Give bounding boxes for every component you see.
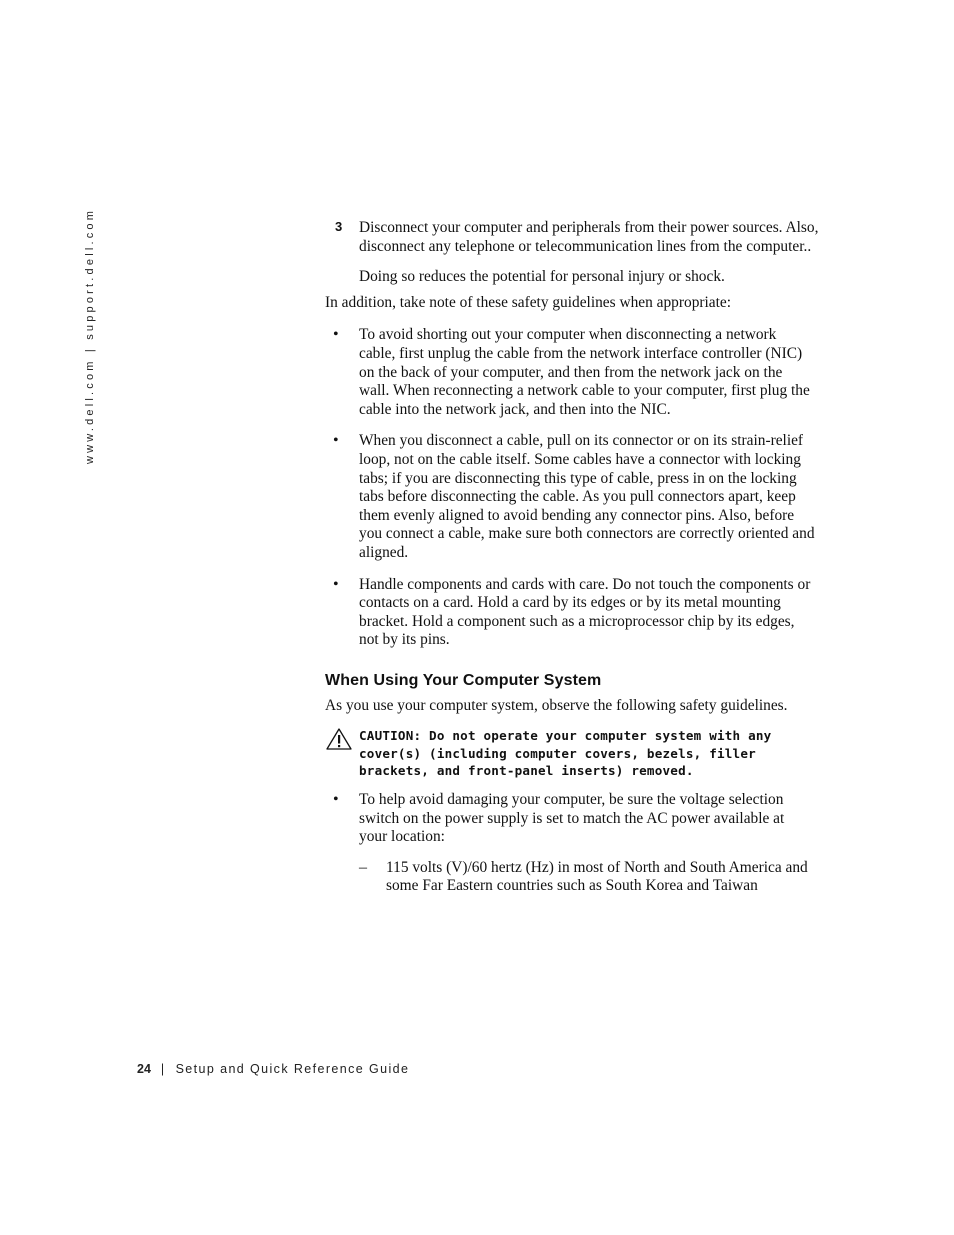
list-item bbox=[325, 791, 809, 896]
footer-title: Setup and Quick Reference Guide bbox=[175, 1062, 410, 1076]
bullet-marker: • bbox=[333, 575, 339, 593]
sub-list-item-text: 115 volts (V)/60 hertz (Hz) in most of North and South America and some Far Eastern countries such as South Korea and Taiwan bbox=[386, 858, 808, 895]
sub-list-item bbox=[359, 859, 809, 896]
bullet-marker: • bbox=[333, 326, 339, 344]
list-item bbox=[325, 326, 811, 419]
bullet-marker: • bbox=[333, 790, 339, 808]
main-content bbox=[325, 219, 825, 896]
footer-separator: | bbox=[160, 1062, 166, 1076]
sidebar-url: www.dell.com | support.dell.com bbox=[84, 207, 96, 464]
bullet-marker: • bbox=[333, 432, 339, 450]
page-number: 24 bbox=[137, 1062, 151, 1076]
list-item-text: When you disconnect a cable, pull on its connector or on its strain-relief loop, not on the cable itself. Some cables have a connector with locking tabs; if you are disconnecting this type of cable, press in on the locking tabs before disconnecting the cable. As you pull connectors apart, keep them evenly aligned to avoid bending any connector pins. Also, before you connect a cable, make sure both connectors are correctly oriented and aligned. bbox=[359, 432, 815, 561]
section-heading: When Using Your Computer System bbox=[325, 671, 602, 689]
step-note: Doing so reduces the potential for personal injury or shock. bbox=[359, 268, 725, 286]
section-intro: As you use your computer system, observe the following safety guidelines. bbox=[325, 696, 788, 714]
safety-intro: In addition, take note of these safety guidelines when appropriate: bbox=[325, 293, 732, 311]
list-item bbox=[325, 432, 815, 562]
step-text: Disconnect your computer and peripherals from their power sources. Also, disconnect any telephone or telecommunication lines from the computer.. bbox=[359, 219, 819, 255]
caution-notice bbox=[325, 727, 825, 780]
warning-icon bbox=[325, 727, 353, 756]
step-number: 3 bbox=[335, 219, 343, 234]
list-item-text: Handle components and cards with care. Do not touch the components or contacts on a card. Hold a card by its edges or by its metal mounting bracket. Hold a component such as a microprocessor chip by its edges, not by its pins. bbox=[359, 575, 811, 649]
list-item bbox=[325, 576, 815, 650]
list-item-text: To help avoid damaging your computer, be sure the voltage selection switch on the power supply is set to match the AC power available at your location: bbox=[359, 790, 785, 846]
list-item-text: To avoid shorting out your computer when disconnecting a network cable, first unplug the cable from the network interface controller (NIC) on the back of your computer, and then from the network jack on the wall. When reconnecting a network cable to your computer, first plug the cable into the network jack, and then into the NIC. bbox=[359, 326, 810, 418]
step-3 bbox=[325, 219, 835, 287]
page-footer bbox=[137, 1062, 409, 1076]
caution-text: CAUTION: Do not operate your computer system with any cover(s) (including computer covers, bezels, filler brackets, and front-panel inserts) removed. bbox=[359, 728, 772, 779]
dash-marker: – bbox=[359, 858, 367, 876]
